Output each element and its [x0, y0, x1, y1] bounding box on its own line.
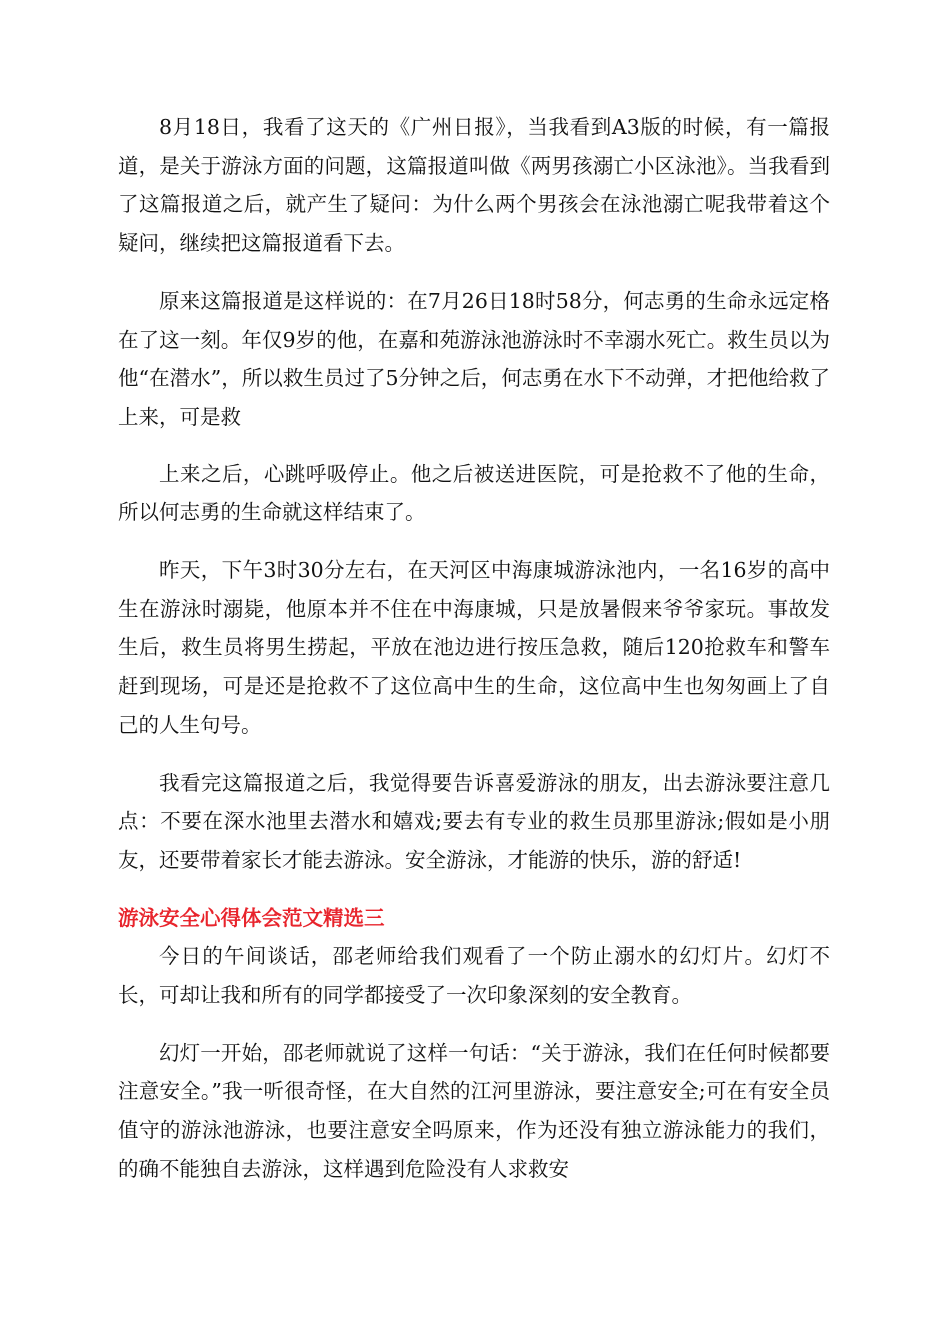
paragraph-second-incident: 昨天，下午3时30分左右，在天河区中海康城游泳池内，一名16岁的高中生在游泳时溺毙，他原本并不住在中海康城，只是放暑假来爷爷家玩。事故发生后，救生员将男生捞起，平放在池边进行按压急救，随后120抢救车和警车赶到现场，可是还是抢救不了这位高中生的生命，这位高中生也匆匆画上了自己的人生句号。: [118, 558, 830, 737]
section-heading: 游泳安全心得体会范文精选三: [118, 905, 385, 930]
paragraph-slideshow: 幻灯一开始，邵老师就说了这样一句话：“关于游泳，我们在任何时候都要注意安全。”我一听很奇怪，在大自然的江河里游泳，要注意安全;可在有安全员值守的游泳池游泳，也要注意安全吗原来，作为还没有独立游泳能力的我们，的确不能独自去游泳，这样遇到危险没有人求救安: [118, 1040, 830, 1181]
paragraph-first-incident-continued: 上来之后，心跳呼吸停止。他之后被送进医院，可是抢救不了他的生命，所以何志勇的生命就这样结束了。: [118, 461, 830, 525]
paragraph-safety-advice: 我看完这篇报道之后，我觉得要告诉喜爱游泳的朋友，出去游泳要注意几点：不要在深水池里去潜水和嬉戏;要去有专业的救生员那里游泳;假如是小朋友，还要带着家长才能去游泳。安全游泳，才能游的快乐，游的舒适!: [118, 770, 830, 872]
paragraph-first-incident: 原来这篇报道是这样说的：在7月26日18时58分，何志勇的生命永远定格在了这一刻。年仅9岁的他，在嘉和苑游泳池游泳时不幸溺水死亡。救生员以为他“在潜水”，所以救生员过了5分钟之后，何志勇在水下不动弹，才把他给救了上来，可是救: [118, 288, 830, 429]
document-page: [118, 108, 830, 1208]
paragraph-noon-talk: 今日的午间谈话，邵老师给我们观看了一个防止溺水的幻灯片。幻灯不长，可却让我和所有的同学都接受了一次印象深刻的安全教育。: [118, 944, 830, 1008]
paragraph-newspaper-report: 8月18日，我看了这天的《广州日报》，当我看到A3版的时候，有一篇报道，是关于游泳方面的问题，这篇报道叫做《两男孩溺亡小区泳池》。当我看到了这篇报道之后，就产生了疑问：为什么两个男孩会在泳池溺亡呢我带着这个疑问，继续把这篇报道看下去。: [118, 115, 830, 256]
